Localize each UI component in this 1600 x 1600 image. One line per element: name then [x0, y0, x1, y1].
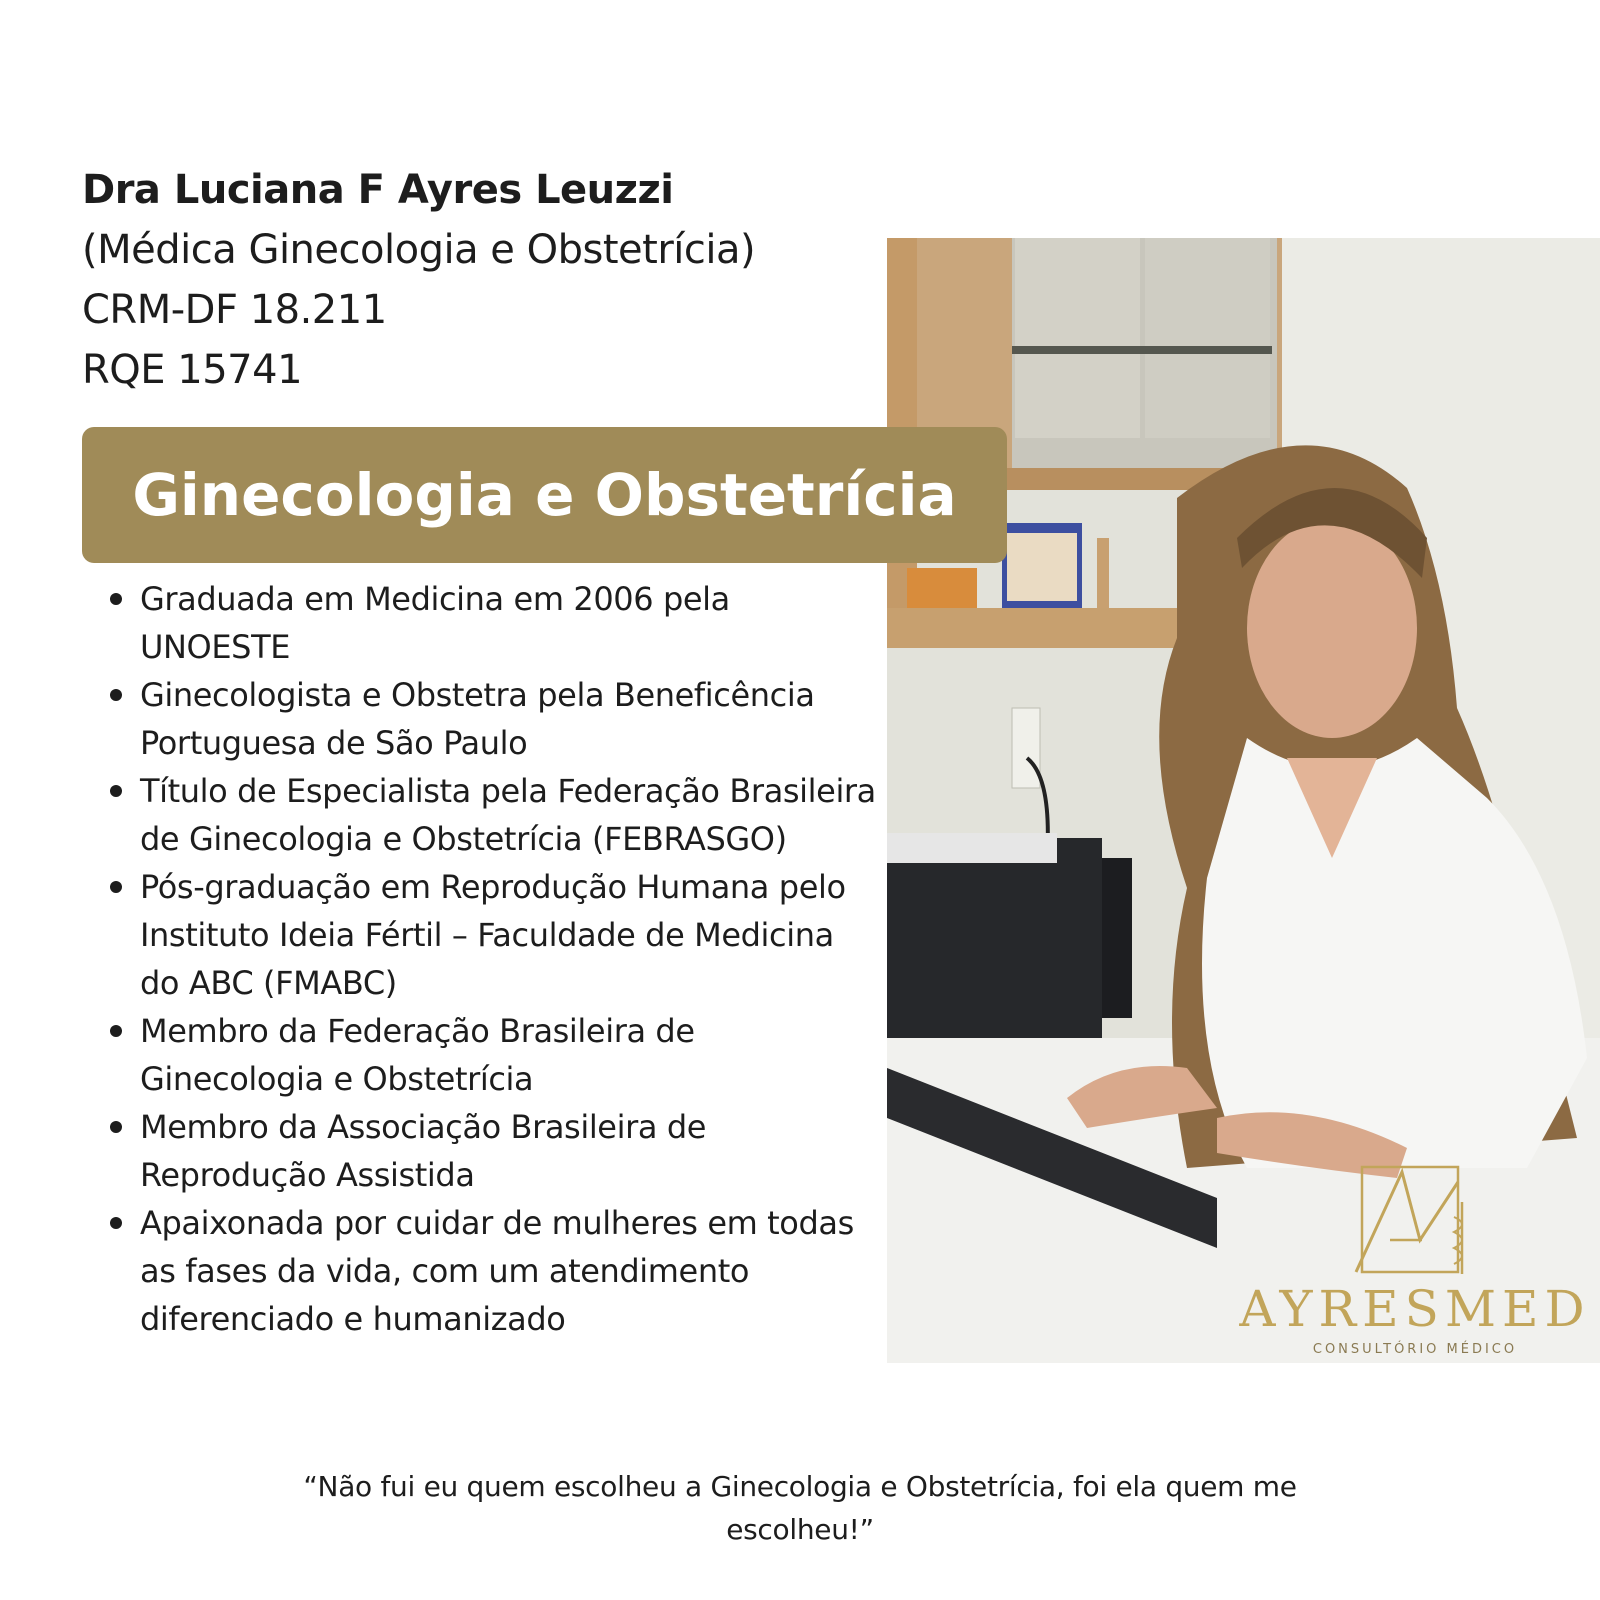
doctor-header	[82, 160, 755, 400]
list-item: Pós-graduação em Reprodução Humana pelo Instituto Ideia Fértil – Faculdade de Medicina do ABC (FMABC)	[82, 863, 882, 1007]
credentials-list	[82, 575, 882, 1343]
list-item: Graduada em Medicina em 2006 pela UNOESTE	[82, 575, 882, 671]
bullet-icon	[110, 881, 122, 893]
logo-brand-name: AYRESMED	[1239, 1280, 1591, 1338]
bullet-icon	[110, 593, 122, 605]
bullet-icon	[110, 689, 122, 701]
specialty-banner	[82, 427, 1007, 563]
list-item: Membro da Federação Brasileira de Ginecologia e Obstetrícia	[82, 1007, 882, 1103]
caduceus-logo-icon	[1350, 1162, 1480, 1277]
specialty-banner-title: Ginecologia e Obstetrícia	[132, 461, 957, 529]
doctor-name: Dra Luciana F Ayres Leuzzi	[82, 167, 674, 213]
rqe-number: RQE 15741	[82, 347, 303, 393]
list-item: Título de Especialista pela Federação Brasileira de Ginecologia e Obstetrícia (FEBRASGO)	[82, 767, 882, 863]
crm-number: CRM-DF 18.211	[82, 287, 387, 333]
bullet-icon	[110, 1121, 122, 1133]
bullet-icon	[110, 1025, 122, 1037]
doctor-specialty: (Médica Ginecologia e Obstetrícia)	[82, 227, 756, 273]
list-item: Apaixonada por cuidar de mulheres em todas as fases da vida, com um atendimento diferenciado e humanizado	[82, 1199, 882, 1343]
bullet-icon	[110, 785, 122, 797]
list-item: Ginecologista e Obstetra pela Beneficência Portuguesa de São Paulo	[82, 671, 882, 767]
ayresmed-logo	[1230, 1162, 1600, 1362]
list-item: Membro da Associação Brasileira de Reprodução Assistida	[82, 1103, 882, 1199]
doctor-quote: “Não fui eu quem escolheu a Ginecologia e Obstetrícia, foi ela quem me escolheu!”	[303, 1470, 1297, 1546]
logo-subtitle: CONSULTÓRIO MÉDICO	[1312, 1342, 1518, 1357]
bullet-icon	[110, 1217, 122, 1229]
